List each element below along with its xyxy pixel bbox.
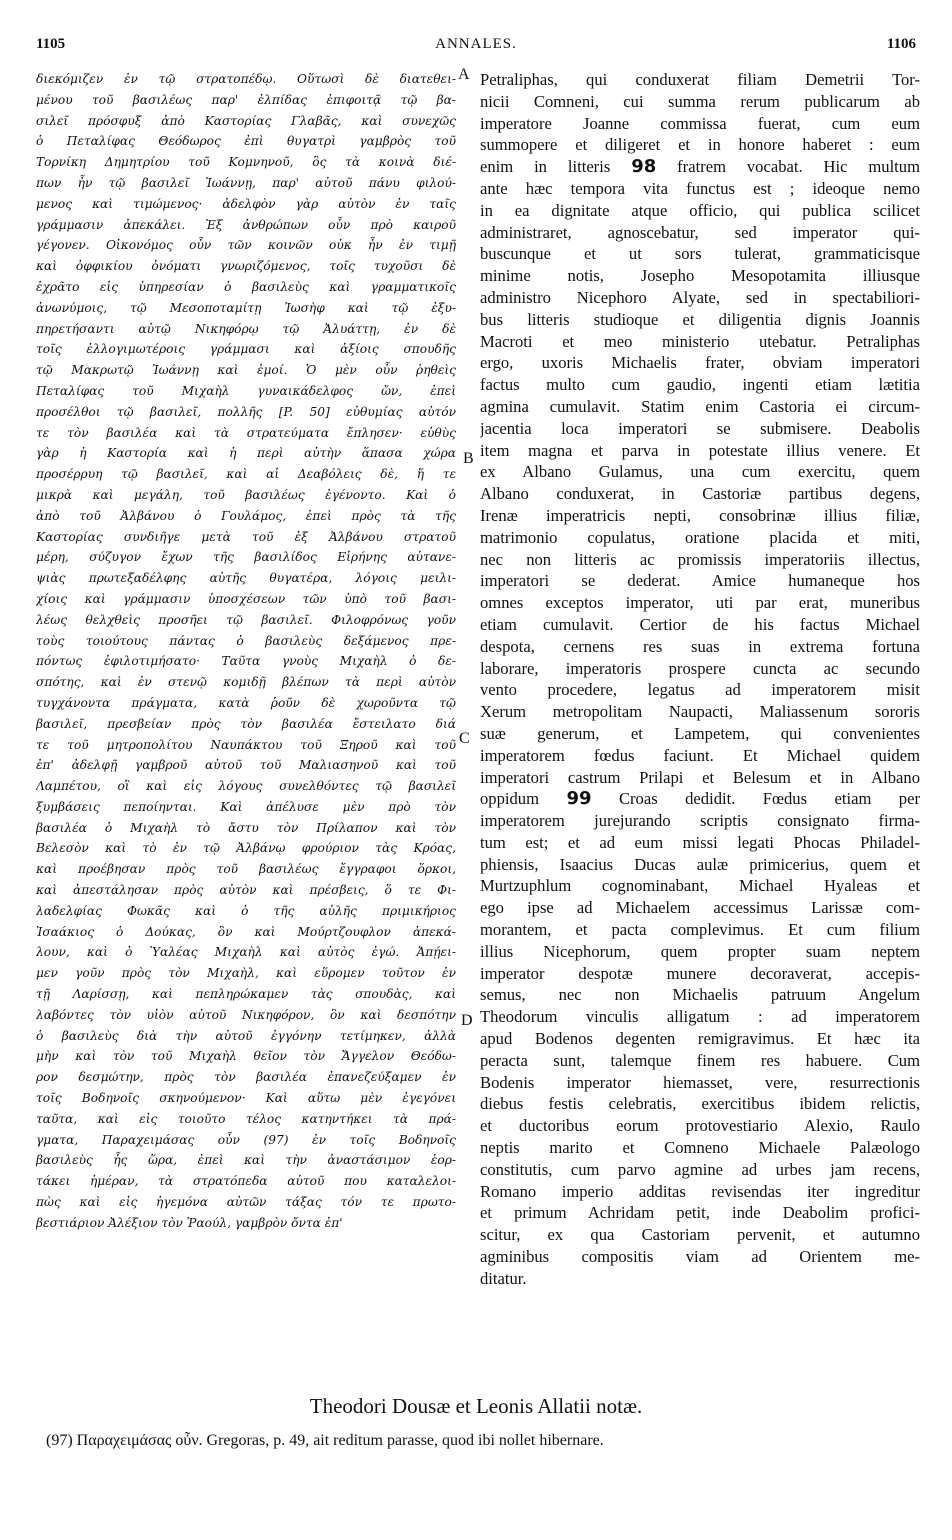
latin-text-line: administraret, agnoscebatur, sed imperator qui- <box>480 222 920 242</box>
latin-text-line: Bodenis imperator hiemasset, vere, resurrectionis <box>480 1072 920 1092</box>
greek-text-line: μέρη, σύζυγον ἔχων τῆς βασιλίδος Εἰρήνης αὐτανε- <box>36 550 456 565</box>
latin-text-line: oppidum 99 Croas dedidit. Fœdus etiam per <box>480 788 920 810</box>
greek-text-line: τάκει ἡμέραν, τὰ στρατόπεδα αὐτοῦ που καταλελοι- <box>36 1174 456 1189</box>
latin-text-line: morantem, et pacta complevimus. Et cum filium <box>480 920 920 940</box>
greek-text-line: γματα, Παραχειμάσας οὖν (97) ἐν τοῖς Βοδηνοῖς <box>36 1132 456 1147</box>
latin-text-line: neptis marito et Comneno Michaele Palæologo <box>480 1138 920 1158</box>
greek-text-line: χίοις καὶ γράμμασιν ὑποσχέσεων τῶν ὑπὸ τοῦ βασι- <box>36 591 456 606</box>
latin-text-line: agminibus compositis viam ad Orientem me- <box>480 1247 920 1267</box>
greek-text-line: τοῖς ἐλλογιμωτέροις γράμμασι καὶ ἀξίοις σπουδῆς <box>36 342 456 357</box>
latin-text-line: in ea dignitate atque officio, qui publica scilicet <box>480 200 920 220</box>
greek-text-line: καὶ ὀφφικίου ὀνόματι γνωριζόμενος, τοῖς τυχοῦσι δὲ <box>36 259 456 274</box>
latin-text-line: Theodorum vinculis alligatum : ad imperatorem <box>480 1007 920 1027</box>
latin-text-line: Romano imperio additas revisendas iter ingreditur <box>480 1181 920 1201</box>
latin-text-line: ex Albano Gulamus, una cum exercitu, quem <box>480 462 920 482</box>
greek-text-line: προσέρρυη τῷ βασιλεῖ, καὶ αἱ Δεαβόλεις δὲ, ἥ τε <box>36 467 456 482</box>
latin-text-line: suæ generum, et Lampetem, qui convenientes <box>480 723 920 743</box>
latin-text-line: scitur, ex qua Castoriam pervenit, et autumno <box>480 1225 920 1245</box>
latin-text-line: ego ipse ad Michaelem accessimus Larissæ com- <box>480 898 920 918</box>
latin-text-line: bus litteris studioque et diligentia dignis Joannis <box>480 309 920 329</box>
greek-text-line: ταῦτα, καὶ εἰς τοιοῦτο τέλος κατηντήκει τὰ πρά- <box>36 1111 456 1126</box>
latin-text-line: vento procedere, legatus ad imperatorem misit <box>480 680 920 700</box>
latin-text-line: et primum Achridam petit, inde Deabolim profici- <box>480 1203 920 1223</box>
latin-text-line: factus multo cum gaudio, ingenti etiam lætitia <box>480 375 920 395</box>
latin-text-line: imperatorem jurejurando scriptis consignato firma- <box>480 811 920 831</box>
latin-text-line: Murtzuphlum cognominabant, Michael Hyaleas et <box>480 876 920 896</box>
greek-text-line: πηρετήσαντι αὐτῷ Νικηφόρῳ τῷ Ἀλυάττῃ, ἐν δὲ <box>36 321 456 336</box>
greek-text-line: τοῖς Βοδηνοῖς σκηνούμενον· Καὶ αὕτω μὲν ἐγεγόνει <box>36 1091 456 1106</box>
greek-text-line: λέως θελχθεὶς προσῆει τῷ βασιλεῖ. Φιλοφρόνως γοῦν <box>36 612 456 627</box>
greek-text-line: πόντως ἐφιλοτιμήσατο· Ταῦτα γνοὺς Μιχαὴλ ὁ δε- <box>36 654 456 669</box>
greek-text-line: μὴν καὶ τὸν τοῦ Μιχαὴλ θεῖον τὸν Ἄγγελον Θεόδω- <box>36 1049 456 1064</box>
page-header <box>0 36 952 58</box>
latin-text-line: minime notis, Josepho Mesopotamita illiusque <box>480 266 920 286</box>
greek-text-line: βεστιάριον Ἀλέξιον τὸν Ῥαούλ, γαμβρὸν ὄντα ἐπ' <box>36 1215 343 1230</box>
greek-text-line: διεκόμιζεν ἐν τῷ στρατοπέδῳ. Οὕτωσὶ δὲ διατεθει- <box>36 72 456 86</box>
greek-text-line: μενος καὶ τιμώμενος· ἀδελφὸν γὰρ αὐτὸν ἐν ταῖς <box>36 196 456 211</box>
latin-text-line: ergo, uxoris Michaelis frater, obviam imperatori <box>480 353 920 373</box>
latin-text-line: phiensis, Isaacius Ducas aulæ primicerius, quem et <box>480 854 920 874</box>
latin-text-line: et ductoribus eorum protovestiario Alexio, Raulo <box>480 1116 920 1136</box>
latin-text-line: laborare, imperatoris prospere cuncta ac secundo <box>480 658 920 678</box>
latin-text-line: buscunque et ut sors tulerat, grammaticisque <box>480 244 920 264</box>
greek-text-line: βασιλεὺς ἧς ὥρα, ἐπεὶ καὶ τὴν ἀναστάσιμον ἑορ- <box>36 1153 456 1168</box>
greek-text-line: γέγονεν. Οἰκονόμος οὖν τῶν κοινῶν οὐκ ἦν ἐν τιμῇ <box>36 238 456 253</box>
latin-text-line: etiam cumulavit. Certior de his factus Michael <box>480 614 920 634</box>
latin-text-line: agmina cumulavit. Statim enim Castoria ei circum- <box>480 396 920 416</box>
latin-text-line: illius Nicephorum, quem propter suam neptem <box>480 941 920 961</box>
latin-text-line: imperatore Joanne commissa fuerat, cum eum <box>480 113 920 133</box>
greek-text-line: ἀπὸ τοῦ Ἀλβάνου ὁ Γουλάμος, ἐπεὶ πρὸς τὰ τῆς <box>36 508 456 523</box>
greek-text-line: Πεταλίφας τοῦ Μιχαὴλ γυναικάδελφος ὤν, ἐπεὶ <box>36 383 456 398</box>
greek-text-line: Ἰσαάκιος ὁ Δούκας, ὃν καὶ Μούρτζουφλον ἀπεκά- <box>36 924 456 939</box>
latin-text-line: imperatori castrum Prilapi et Belesum et in Albano <box>480 767 920 787</box>
greek-text-line: προσέλθοι τῷ βασιλεῖ, πολλῆς [P. 50] εὐθυμίας αὐτόν <box>36 404 456 419</box>
greek-text-line: ὁ Πεταλίφας Θεόδωρος ἐπὶ θυγατρὶ γαμβρὸς τοῦ <box>36 134 456 149</box>
greek-text-line: τε τοῦ μητροπολίτου Ναυπάκτου τοῦ Ξηροῦ καὶ τοῦ <box>36 737 456 752</box>
greek-text-line: λουν, καὶ ὁ Ὑαλέας Μιχαὴλ καὶ αὐτὸς ἐγώ. Ἀπῄει- <box>36 945 456 960</box>
footnote-97: (97) Παραχειμάσας οὖν. Gregoras, p. 49, ait reditum parasse, quod ibi nollet hibernare. <box>46 1432 604 1449</box>
latin-text-line: apud Bodenos degenten remigravimus. Et hæc ita <box>480 1029 920 1049</box>
greek-text-line: καὶ ἀπεστάλησαν πρὸς αὐτὸν καὶ πρέσβεις, ὅ τε Φι- <box>36 883 456 898</box>
greek-text-line: ἐχρᾶτο εἰς ὑπηρεσίαν ὁ βασιλεὺς καὶ γραμματικοῖς <box>36 279 456 294</box>
latin-text-line: item magna et parva in potestate illius venere. Et <box>480 440 920 460</box>
greek-text-line: τυγχάνοντα πράγματα, κατὰ ῥοῦν δὲ χωροῦντα τῷ <box>36 695 456 710</box>
latin-text-column <box>480 69 920 1290</box>
greek-text-line: ἐπ' ἀδελφῇ γαμβροῦ αὐτοῦ τοῦ Μαλιασηνοῦ καὶ τοῦ <box>36 758 456 773</box>
greek-text-line: τῷ Μακρωτῷ Ἰωάννῃ καὶ ἐμοί. Ὁ μὲν οὖν ῥηθεὶς <box>36 363 456 378</box>
greek-text-line: σιλεῖ πρόσφυξ ἀπὸ Καστορίας Γλαβᾶς, καὶ συνεχῶς <box>36 113 456 128</box>
latin-text-line: semus, nec non Michaelis patruum Angelum <box>480 985 920 1005</box>
greek-text-line: ὁ βασιλεὺς διὰ τὴν αὐτοῦ ἐγγόνην τετίμηκεν, ἀλλὰ <box>36 1028 456 1043</box>
latin-text-line: constitutis, cum parvo agmine ad urbes jam recens, <box>480 1159 920 1179</box>
latin-text-line: enim in litteris 98 fratrem vocabat. Hic multum <box>480 156 920 178</box>
greek-text-line: Βελεσὸν καὶ τὸ ἐν τῷ Ἀλβάνῳ φρούριον τὰς Κρόας, <box>36 841 456 856</box>
margin-marker-a: A <box>458 66 470 83</box>
margin-marker-b: B <box>463 450 474 467</box>
running-title: ANNALES. <box>435 36 517 52</box>
greek-text-line: βασιλέα ὁ Μιχαὴλ τὸ ἄστυ τὸν Πρίλαπον καὶ τὸν <box>36 820 456 835</box>
greek-text-line: μικρὰ καὶ μεγάλη, τοῦ βασιλέως ἐγένοντο. Καὶ ὁ <box>36 487 456 502</box>
latin-text-line: ante hæc tempora vita functus est ; ideoque nemo <box>480 178 920 198</box>
greek-text-line: πὼς καὶ εἰς ἡγεμόνα αὐτῶν τάξας τόν τε πρωτο- <box>36 1195 456 1210</box>
greek-text-line: ξυμβάσεις πεποίηνται. Καὶ ἀπέλυσε μὲν πρὸ τὸν <box>36 799 456 814</box>
greek-text-line: Λαμπέτου, οἳ καὶ εἰς λόγους συνελθόντες τῷ βασιλεῖ <box>36 779 456 794</box>
latin-text-line: tum est; et ad eum missi legati Phocas Philadel- <box>480 832 920 852</box>
margin-marker-c: C <box>459 730 470 747</box>
greek-text-column <box>36 69 456 1234</box>
latin-text-line: jacentia loca imperatori se submisere. Deabolis <box>480 418 920 438</box>
latin-text-line: Irenæ imperatricis nepti, consobrinæ illius filiæ, <box>480 505 920 525</box>
greek-text-line: λαδελφίας Φωκᾶς καὶ ὁ τῆς αὐλῆς πριμικήριος <box>36 903 456 918</box>
column-number-left: 1105 <box>36 36 66 52</box>
page-reference-number: 99 <box>566 788 592 810</box>
latin-text-line: Macroti et meo ministerio utebatur. Petraliphas <box>480 331 920 351</box>
latin-text-line: nicii Comneni, cui summa rerum publicarum ab <box>480 91 920 111</box>
column-number-right: 1106 <box>886 36 916 52</box>
greek-text-line: γὰρ ἡ Καστορία καὶ ἡ περὶ αὐτὴν ἅπασα χώρα <box>36 446 456 461</box>
page-reference-number: 98 <box>631 156 657 178</box>
latin-text-line: summopere et diligeret et in honore haberet : eum <box>480 135 920 155</box>
greek-text-line: καὶ προέβησαν πρὸς τοῦ βασιλέως ἔγγραφοι ὅρκοι, <box>36 862 456 877</box>
greek-text-line: λαβόντες τὸν υἱὸν αὐτοῦ Νικηφόρον, ὃν καὶ δεσπότην <box>36 1007 456 1022</box>
greek-text-line: τε τὸν βασιλέα καὶ τὰ στρατεύματα ἔπλησεν· εὐθὺς <box>36 425 456 440</box>
latin-text-line: imperatori se dederat. Amice humaneque hos <box>480 571 920 591</box>
latin-text-line: peracta sunt, talemque finem res habuere. Cum <box>480 1050 920 1070</box>
greek-text-line: βασιλεῖ, πρεσβείαν πρὸς τὸν βασιλέα ἔστειλατο διά <box>36 716 456 731</box>
greek-text-line: τῇ Λαρίσσῃ, καὶ πεπληρώκαμεν τὰς σπουδὰς, καὶ <box>36 987 456 1002</box>
greek-text-line: Καστορίας συνδιῆγε μετὰ τοῦ ἐξ Ἀλβάνου στρατοῦ <box>36 529 456 544</box>
greek-text-line: Τορνίκη Δημητρίου τοῦ Κομνηνοῦ, ὃς τὰ κοινὰ διέ- <box>36 155 456 170</box>
latin-text-line: omnes exceptos imperator, uti par erat, muneribus <box>480 593 920 613</box>
greek-text-line: γράμμασιν ἀπεκάλει. Ἐξ ἀνθρώπων οὖν πρὸ καιροῦ <box>36 217 456 232</box>
latin-text-line: administro Nicephoro Alyate, sed in spectabiliori- <box>480 287 920 307</box>
greek-text-line: ρον δεσμώτην, πρὸς τὸν βασιλέα ἐπανεζεύξαμεν ἐν <box>36 1070 456 1085</box>
latin-text-line: nec non litteris ac promissis imperatoriis illectus, <box>480 549 920 569</box>
latin-text-line: matrimonio copulatus, oratione placida et miti, <box>480 527 920 547</box>
latin-text-line: despota, cernens res suas in extrema fortuna <box>480 636 920 656</box>
latin-text-line: Albano conduxerat, in Castoriæ partibus degens, <box>480 484 920 504</box>
latin-text-line: Petraliphas, qui conduxerat filiam Demetrii Tor- <box>480 70 920 89</box>
greek-text-line: πων ἦν τῷ βασιλεῖ Ἰωάννῃ, παρ' αὐτοῦ πάνυ φιλού- <box>36 175 456 190</box>
latin-text-line: ditatur. <box>480 1268 527 1288</box>
notes-heading: Theodori Dousæ et Leonis Allatii notæ. <box>309 1394 643 1418</box>
greek-text-line: μεν γοῦν πρὸς τὸν Μιχαὴλ, καὶ εὕρομεν τοῦτον ἐν <box>36 966 456 981</box>
greek-text-line: σπότης, καὶ ἐν στενῷ κομιδῇ βλέπων τὰ περὶ αὐτὸν <box>36 675 456 690</box>
latin-text-line: imperatorem fœdus faciunt. Et Michael quidem <box>480 745 920 765</box>
greek-text-line: ἀνωνύμοις, τῷ Μεσοποταμίτῃ Ἰωσὴφ καὶ τῷ ἐξυ- <box>36 300 456 315</box>
latin-text-line: diebus festis celebratis, exercitibus ibidem relictis, <box>480 1094 920 1114</box>
greek-text-line: μένου τοῦ βασιλέως παρ' ἐλπίδας ἐπιφοιτᾷ τῷ βα- <box>36 92 456 107</box>
margin-marker-d: D <box>461 1012 473 1029</box>
latin-text-line: imperator despotæ munere decoraverat, accepis- <box>480 963 920 983</box>
greek-text-line: τοὺς τοιούτους πάντας ὁ βασιλεὺς δεξάμενος πρε- <box>36 633 456 648</box>
latin-text-line: Xerum metropolitam Naupacti, Maliassenum sororis <box>480 702 920 722</box>
greek-text-line: ψιὰς πρωτεξαδέλφης αὐτῆς θυγατέρα, λόγοις μειλι- <box>36 571 456 586</box>
